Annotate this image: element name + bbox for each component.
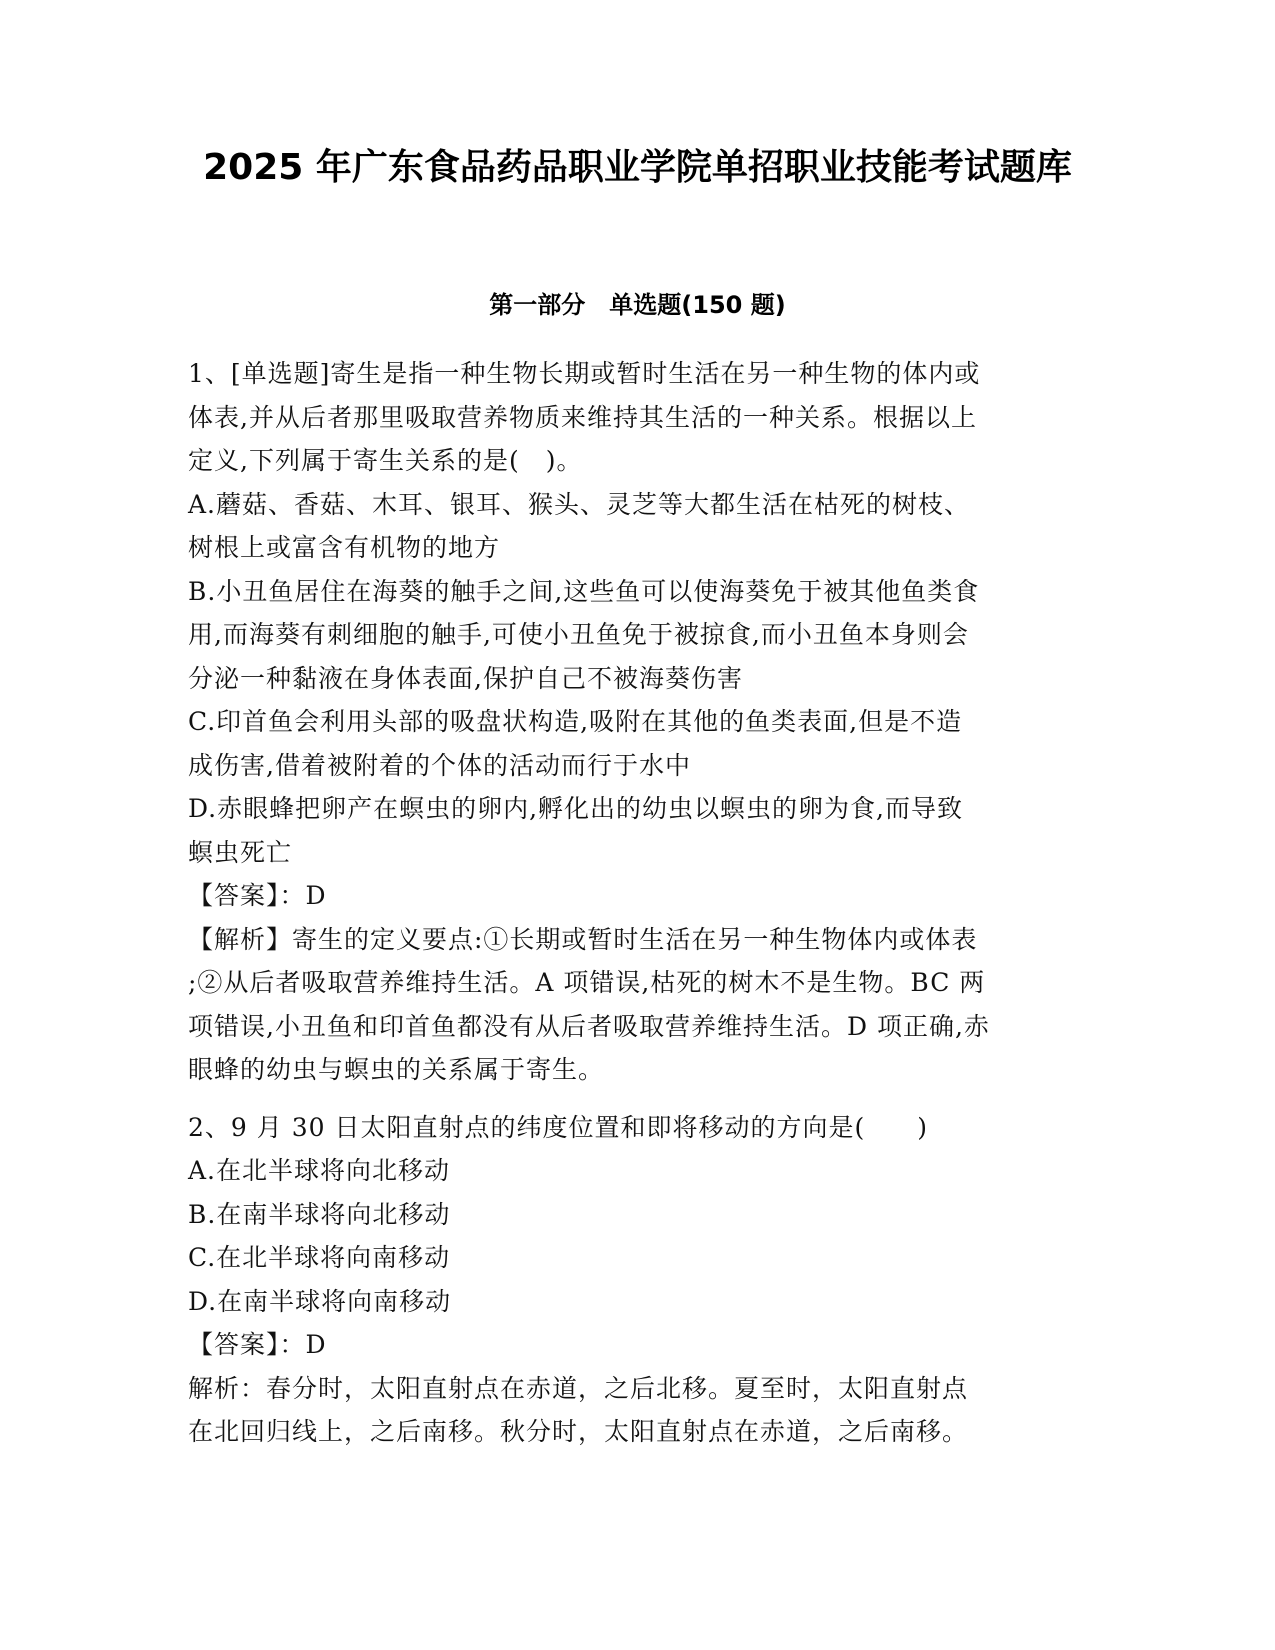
question-stem-line: 2、9 月 30 日太阳直射点的纬度位置和即将移动的方向是( ) [188, 1112, 928, 1142]
option-b-line: 分泌一种黏液在身体表面,保护自己不被海葵伤害 [188, 663, 743, 693]
option-a-line: 树根上或富含有机物的地方 [188, 533, 501, 562]
document-title: 2025 年广东食品药品职业学院单招职业技能考试题库 [203, 147, 1072, 188]
option-b-line: B.小丑鱼居住在海葵的触手之间,这些鱼可以使海葵免于被其他鱼类食 [188, 576, 980, 606]
question-stem-line: 体表,并从后者那里吸取营养物质来维持其生活的一种关系。根据以上 [188, 402, 977, 432]
answer-line: 【答案】：D [188, 881, 327, 910]
option-d-line: D.赤眼蜂把卵产在螟虫的卵内,孵化出的幼虫以螟虫的卵为食,而导致 [188, 794, 963, 823]
option-d-line: 螟虫死亡 [188, 837, 293, 867]
analysis-line: 在北回归线上，之后南移。秋分时，太阳直射点在赤道，之后南移。 [188, 1417, 969, 1446]
option-b-line: 用,而海葵有刺细胞的触手,可使小丑鱼免于被掠食,而小丑鱼本身则会 [188, 620, 969, 649]
option-b-line: B.在南半球将向北移动 [188, 1199, 451, 1229]
analysis-line: 眼蜂的幼虫与螟虫的关系属于寄生。 [188, 1055, 605, 1084]
question-stem-line: 定义,下列属于寄生关系的是( )。 [188, 446, 583, 475]
option-a-line: A.蘑菇、香菇、木耳、银耳、猴头、灵芝等大都生活在枯死的树枝、 [188, 489, 971, 519]
question-stem-line: 1、[单选题]寄生是指一种生物长期或暂时生活在另一种生物的体内或 [188, 359, 981, 388]
answer-line: 【答案】：D [188, 1330, 327, 1359]
analysis-line: ;②从后者吸取营养维持生活。A 项错误,枯死的树木不是生物。BC 两 [188, 968, 986, 997]
option-c-line: C.印首鱼会利用头部的吸盘状构造,吸附在其他的鱼类表面,但是不造 [188, 707, 963, 736]
question-1 [188, 352, 1088, 1092]
analysis-line: 【解析】寄生的定义要点:①长期或暂时生活在另一种生物体内或体表 [188, 924, 978, 954]
question-2 [188, 1106, 1088, 1454]
option-c-line: C.在北半球将向南移动 [188, 1243, 451, 1272]
analysis-line: 项错误,小丑鱼和印首鱼都没有从后者吸取营养维持生活。D 项正确,赤 [188, 1011, 990, 1041]
section-heading: 第一部分 单选题(150 题) [489, 291, 786, 319]
option-c-line: 成伤害,借着被附着的个体的活动而行于水中 [188, 750, 691, 780]
option-a-line: A.在北半球将向北移动 [188, 1156, 451, 1185]
option-d-line: D.在南半球将向南移动 [188, 1286, 452, 1316]
analysis-line: 解析：春分时，太阳直射点在赤道，之后北移。夏至时，太阳直射点 [188, 1373, 969, 1403]
question-list [188, 352, 1088, 1454]
